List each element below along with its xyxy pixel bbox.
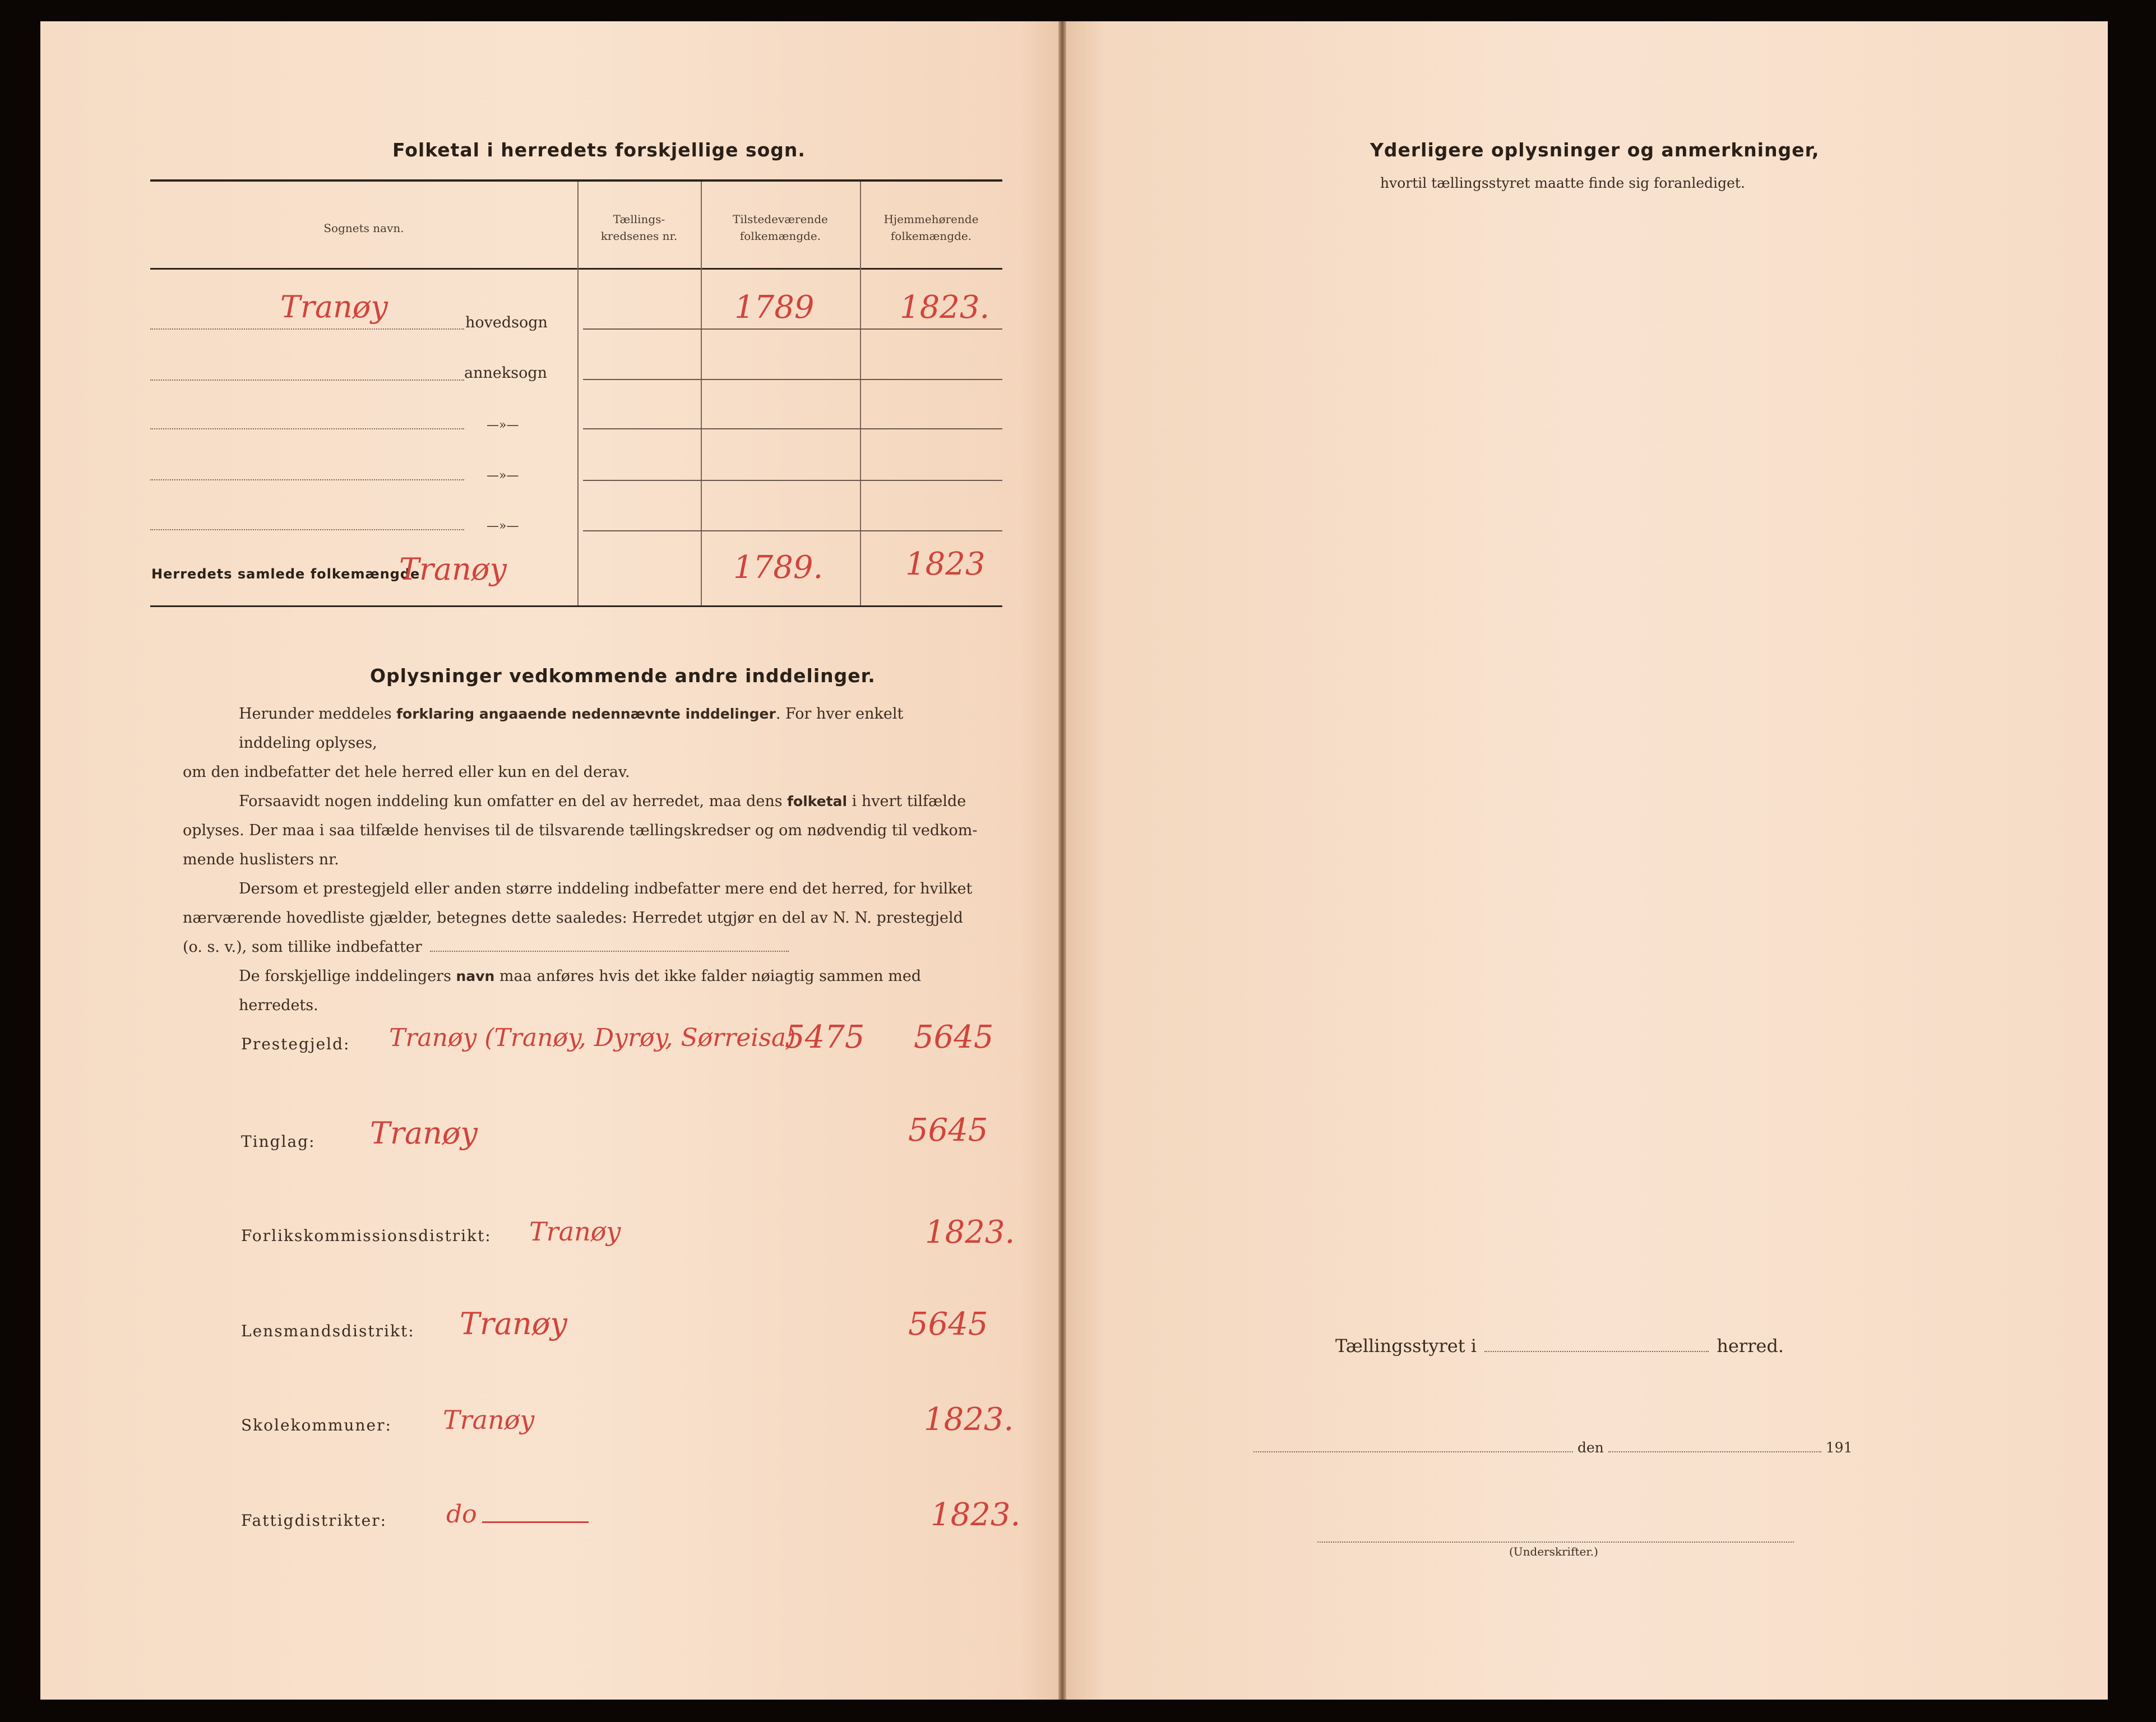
division-n2: 5645: [914, 1019, 994, 1056]
signature-dotted-line: [1317, 1542, 1794, 1543]
col-header-hjemme: Hjemmehørende folkemængde.: [883, 212, 979, 243]
left-page-title: Folketal i herredets forskjellige sogn.: [392, 139, 806, 161]
table-bottom-rule: [150, 605, 1002, 607]
division-value: Tranøy: [460, 1306, 567, 1341]
row-5-type: —»—: [487, 519, 519, 533]
divisions-list: [241, 1015, 1037, 1508]
row-dotted: [150, 529, 464, 530]
division-label: Prestegjeld:: [241, 1035, 350, 1053]
right-page-title: Yderligere oplysninger og anmerkninger,: [1370, 139, 1820, 161]
col-header-name: Sognets navn.: [323, 221, 404, 235]
row-1-name: Tranøy: [280, 289, 388, 325]
col-divider-1: [577, 182, 579, 605]
row-rule: [583, 328, 1002, 330]
row-2-type: anneksogn: [464, 364, 547, 382]
table-top-rule: [150, 179, 1002, 182]
row-rule: [583, 530, 1002, 531]
col-header-tilstede: Tilstedeværende folkemængde.: [733, 212, 828, 243]
row-dotted: [150, 328, 464, 330]
row-4-type: —»—: [487, 469, 519, 483]
row-rule: [583, 428, 1002, 429]
row-dotted: [150, 379, 464, 381]
row-1-hjemme: 1823.: [900, 289, 990, 326]
division-n2: 5645: [908, 1306, 988, 1343]
division-n1: 5475: [785, 1019, 865, 1056]
division-label: Lensmandsdistrikt:: [241, 1322, 415, 1340]
row-1-type: hovedsogn: [465, 314, 548, 331]
total-label: Herredets samlede folkemængde: [151, 566, 420, 582]
total-tilstede: 1789.: [733, 549, 823, 586]
division-value: Tranøy: [529, 1216, 621, 1247]
division-label: Skolekommuner:: [241, 1416, 392, 1434]
division-label: Forlikskommissionsdistrikt:: [241, 1226, 492, 1245]
section-title: Oplysninger vedkommende andre inddelinger.: [370, 665, 876, 687]
row-dotted: [150, 479, 464, 480]
row-rule: [583, 379, 1002, 380]
table-header-rule: [150, 268, 1002, 270]
row-1-tilstede: 1789: [734, 289, 815, 326]
handwritten-dash: [482, 1521, 589, 1523]
book-gutter: [1058, 21, 1066, 1700]
col-divider-2: [701, 182, 702, 605]
col-header-kreds: Tællings- kredsenes nr.: [600, 212, 678, 243]
division-n2: 1823.: [931, 1497, 1021, 1533]
division-n2: 1823.: [924, 1401, 1014, 1438]
total-hjemme: 1823: [905, 546, 986, 582]
row-dotted: [150, 428, 464, 429]
total-name: Tranøy: [399, 552, 507, 587]
division-value: Tranøy: [370, 1115, 478, 1151]
row-rule: [583, 480, 1002, 481]
division-value: Tranøy (Tranøy, Dyrøy, Sørreisa): [389, 1024, 796, 1052]
instructions-text: Herunder meddeles forklaring angaaende nedennævnte inddelinger. For hver enkelt inddeling oplyses, om den indbefatter det hele herred eller kun en del derav. Forsaavidt nogen inddeling kun omfatter en del av herredet, maa dens folketal i hvert tilfælde oplyses. Der maa i saa tilfælde henvises til de tilsvarende tællingskredser og om nødvendig til vedkom- mende huslisters nr. Dersom et prestegjeld eller anden større inddeling indbefatter mere end det herred, for hvilket nærværende hovedliste gjælder, betegnes dette saaledes: Herredet utgjør en del av N. N. prestegjeld (o. s. v.), som tillike indbefatter De forskjellige inddelingers navn maa anføres hvis det ikke falder nøiagtig sammen med herredets.: [183, 705, 978, 1014]
division-n2: 1823.: [925, 1214, 1015, 1251]
division-value: do: [446, 1500, 477, 1529]
underskrifter-label: (Underskrifter.): [1509, 1545, 1598, 1558]
date-line: den 191: [1253, 1439, 1870, 1456]
signature-line: Tællingsstyret i herred.: [1335, 1335, 1784, 1357]
right-page-subtitle: hvortil tællingsstyret maatte finde sig foranlediget.: [1380, 175, 1745, 191]
division-n2: 5645: [908, 1112, 988, 1149]
division-label: Fattigdistrikter:: [241, 1511, 387, 1530]
division-value: Tranøy: [443, 1405, 535, 1435]
col-divider-3: [860, 182, 861, 605]
division-label: Tinglag:: [241, 1132, 316, 1151]
row-3-type: —»—: [487, 418, 519, 432]
